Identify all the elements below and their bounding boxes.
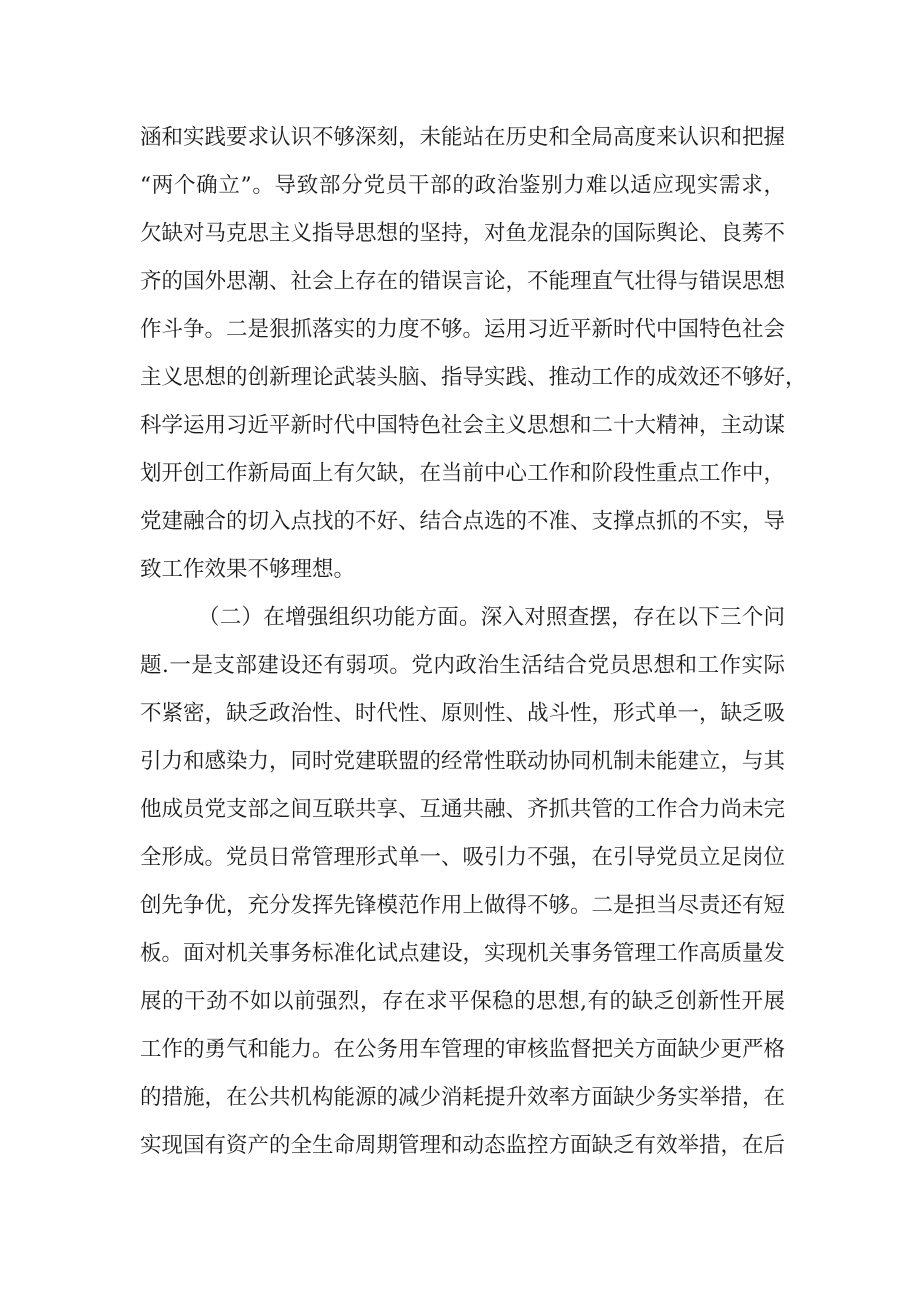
text-line: 他成员党支部之间互联共享、互通共融、齐抓共管的工作合力尚未完 <box>140 797 786 822</box>
text-line: “两个确立”。导致部分党员干部的政治鉴别力难以适应现实需求， <box>140 173 785 198</box>
text-line: 齐的国外思潮、社会上存在的错误言论，不能理直气壮得与错误思想 <box>140 269 786 294</box>
text-line: 实现国有资产的全生命周期管理和动态监控方面缺乏有效举措，在后 <box>140 1133 786 1158</box>
text-line: 创先争优，充分发挥先锋模范作用上做得不够。二是担当尽责还有短 <box>140 893 786 918</box>
paragraph-one <box>140 114 807 594</box>
text-line: 党建融合的切入点找的不好、结合点选的不准、支撑点抓的不实，导 <box>140 509 786 534</box>
text-line: 涵和实践要求认识不够深刻，未能站在历史和全局高度来认识和把握 <box>140 125 786 150</box>
section-heading-line: （二）在增强组织功能方面。深入对照查摆，存在以下三个问 <box>198 605 785 630</box>
text-line: 致工作效果不够理想。 <box>140 557 356 582</box>
text-line: 不紧密，缺乏政治性、时代性、原则性、战斗性，形式单一，缺乏吸 <box>140 701 786 726</box>
text-line: 展的干劲不如以前强烈，存在求平保稳的思想,有的缺乏创新性开展 <box>140 989 785 1014</box>
text-line: 科学运用习近平新时代中国特色社会主义思想和二十大精神，主动谋 <box>140 413 786 438</box>
paragraph-two <box>140 594 785 1170</box>
text-line: 划开创工作新局面上有欠缺，在当前中心工作和阶段性重点工作中， <box>140 461 786 486</box>
text-line: 引力和感染力，同时党建联盟的经常性联动协同机制未能建立，与其 <box>140 749 786 774</box>
text-line: 工作的勇气和能力。在公务用车管理的审核监督把关方面缺少更严格 <box>140 1037 786 1062</box>
text-line: 主义思想的创新理论武装头脑、指导实践、推动工作的成效还不够好， <box>140 365 807 390</box>
text-line: 板。面对机关事务标准化试点建设，实现机关事务管理工作高质量发 <box>140 941 786 966</box>
text-line: 的措施，在公共机构能源的减少消耗提升效率方面缺少务实举措，在 <box>140 1085 786 1110</box>
text-line: 全形成。党员日常管理形式单一、吸引力不强，在引导党员立足岗位 <box>140 845 786 870</box>
text-line: 欠缺对马克思主义指导思想的坚持，对鱼龙混杂的国际舆论、良莠不 <box>140 221 786 246</box>
text-line: 题.一是支部建设还有弱项。党内政治生活结合党员思想和工作实际 <box>140 653 785 678</box>
text-line: 作斗争。二是狠抓落实的力度不够。运用习近平新时代中国特色社会 <box>140 317 786 342</box>
